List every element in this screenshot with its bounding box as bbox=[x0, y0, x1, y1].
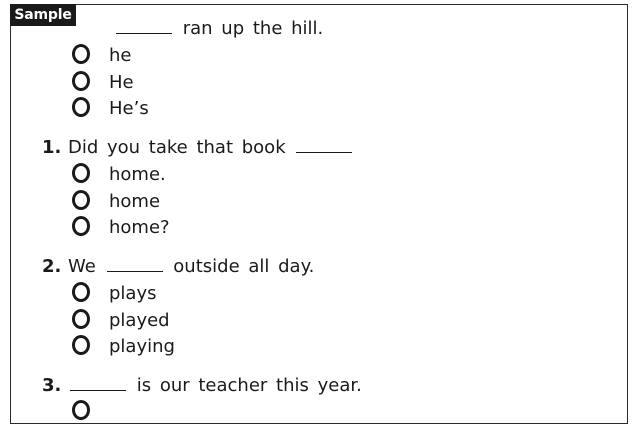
answer-bubble[interactable] bbox=[72, 309, 90, 329]
answer-bubble[interactable] bbox=[72, 163, 90, 183]
question-text: Did you take that book bbox=[68, 137, 286, 158]
sample-question bbox=[42, 18, 323, 40]
option-label: playing bbox=[109, 336, 175, 357]
answer-blank bbox=[296, 138, 352, 153]
question-3 bbox=[42, 375, 362, 397]
answer-blank bbox=[107, 257, 163, 272]
question-number: 3. bbox=[42, 375, 62, 396]
question-1 bbox=[42, 137, 354, 159]
question-2-option[interactable] bbox=[72, 336, 175, 358]
question-text: is our teacher this year. bbox=[136, 375, 362, 396]
sample-label: Sample bbox=[10, 4, 76, 26]
question-2 bbox=[42, 256, 314, 278]
option-label: plays bbox=[109, 283, 157, 304]
option-label: played bbox=[109, 310, 170, 331]
sample-question-text: ran up the hill. bbox=[182, 18, 324, 39]
option-label: He bbox=[109, 72, 134, 93]
answer-bubble[interactable] bbox=[72, 282, 90, 302]
answer-bubble[interactable] bbox=[72, 71, 90, 91]
option-label: home. bbox=[109, 164, 166, 185]
question-text: outside all day. bbox=[173, 256, 315, 277]
answer-bubble[interactable] bbox=[72, 97, 90, 117]
option-label: home? bbox=[109, 217, 170, 238]
answer-bubble[interactable] bbox=[72, 216, 90, 236]
question-2-option[interactable] bbox=[72, 283, 157, 305]
question-number: 1. bbox=[42, 137, 62, 158]
question-2-option[interactable] bbox=[72, 310, 170, 332]
question-1-option[interactable] bbox=[72, 217, 170, 239]
answer-bubble[interactable] bbox=[72, 335, 90, 355]
option-label: he bbox=[109, 45, 132, 66]
answer-blank bbox=[70, 376, 126, 391]
option-label: He’s bbox=[109, 98, 149, 119]
worksheet-frame bbox=[10, 4, 628, 424]
answer-bubble[interactable] bbox=[72, 400, 90, 420]
sample-option[interactable] bbox=[72, 98, 149, 120]
sample-option[interactable] bbox=[72, 72, 134, 94]
question-number: 2. bbox=[42, 256, 62, 277]
question-1-option[interactable] bbox=[72, 191, 160, 213]
answer-blank bbox=[116, 19, 172, 34]
question-1-option[interactable] bbox=[72, 164, 166, 186]
option-label: home bbox=[109, 191, 161, 212]
answer-bubble[interactable] bbox=[72, 44, 90, 64]
question-text: We bbox=[68, 256, 96, 277]
answer-bubble[interactable] bbox=[72, 190, 90, 210]
sample-option[interactable] bbox=[72, 45, 131, 67]
